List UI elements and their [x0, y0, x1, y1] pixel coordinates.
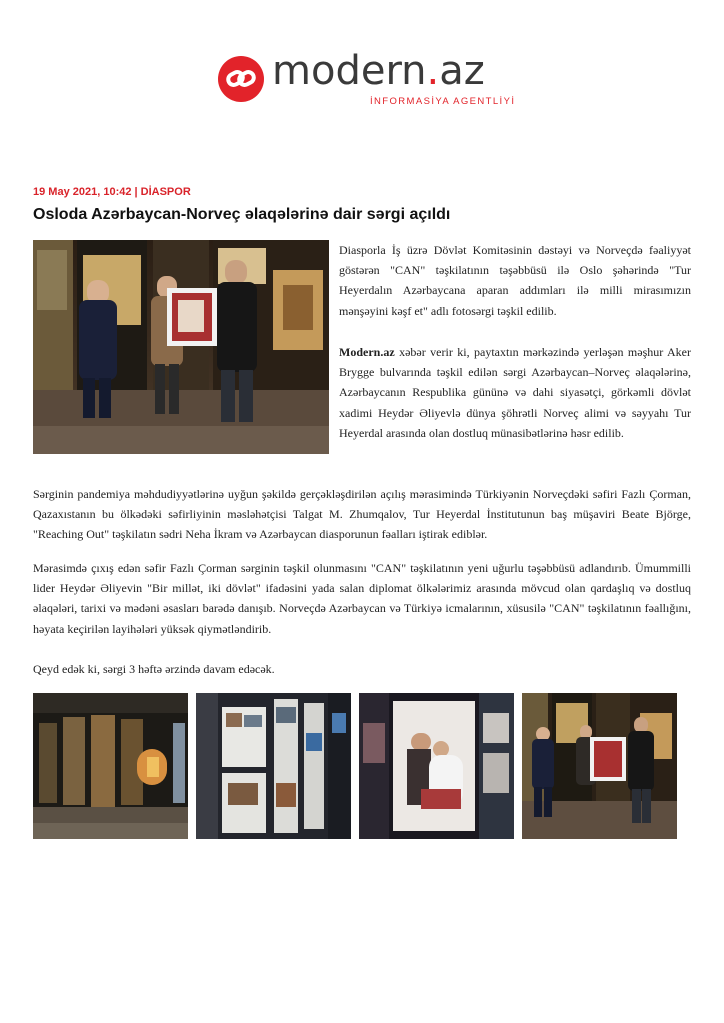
- source-name[interactable]: Modern.az: [339, 345, 395, 359]
- gallery-thumb-ceremony-guests[interactable]: [522, 693, 677, 839]
- source-paragraph-text: xəbər verir ki, paytaxtın mərkəzində yerləşən məşhur Aker Brygge bulvarında təşkil edilən sərgi Azərbaycan–Norveç əlaqələrinə, Azərbaycanın Respublika gününə və dahi siyasətçi, görkəmli dövlət xadimi Heydər Əliyevlə dünya şöhrətli Norveç alimi və səyyahı Tur Heyerdal arasında olan dostluq münasibətlərinə həsr edilib.: [339, 345, 691, 440]
- lead-paragraph: Diasporla İş üzrə Dövlət Komitəsinin dəstəyi və Norveçdə fəaliyyət göstərən "CAN" təşkilatının təşəbbüsü ilə Oslo şəhərində "Tur Heyerdalın Azərbaycana aparan addımları ilə milli mirasımızın mənşəyini kəşf et" adlı fotosərgi təşkil edilib.: [339, 243, 691, 318]
- body-paragraph-guests: Sərginin pandemiya məhdudiyyətlərinə uyğun şəkildə gerçəkləşdirilən açılış mərasimində Türkiyənin Norveçdəki səfiri Fazlı Çorman, Qazaxıstanın bu ölkədəki səfirliyinin məsləhətçisi Talgat M. Zhumqalov, Tur Heyerdal İnstitutunun baş müşaviri Beate Björge, "Reaching Out" təşkilatın sədri Neha İkram və Azərbaycan diasporunun fəalları iştirak ediblər.: [33, 487, 691, 542]
- body-paragraph-duration: Qeyd edək ki, sərgi 3 həftə ərzində davam edəcək.: [33, 662, 275, 676]
- logo-tagline: İNFORMASİYA AGENTLİYİ: [370, 96, 516, 107]
- source-paragraph: [339, 342, 691, 443]
- gallery-thumb-exhibition-panels[interactable]: [196, 693, 351, 839]
- logo-chain-icon: [218, 56, 264, 102]
- site-logo[interactable]: [218, 48, 518, 110]
- article-title: Osloda Azərbaycan-Norveç əlaqələrinə dair sərgi açıldı: [33, 206, 451, 223]
- gallery-thumb-exhibition-exterior[interactable]: [33, 693, 188, 839]
- body-paragraph-speech: Mərasimdə çıxış edən səfir Fazlı Çorman sərginin təşkil olunmasını "CAN" təşkilatının yeni uğurlu təşəbbüsü adlandırıb. Ümummilli lider Heydər Əliyevin "Bir millət, iki dövlət" ifadəsini yada salan diplomat ölkələrimiz arasında mövcud olan qardaşlıq və dostluq əlaqələri, tarixi və mədəni əsasları barədə danışıb. Norveçdə Azərbaycan və Türkiyə icmalarının, xüsusilə "CAN" təşkilatının fəallığını, həyata keçirilən layihələri yüksək qiymətləndirib.: [33, 561, 691, 636]
- logo-wordmark: modern.az: [272, 48, 485, 94]
- gallery-thumb-wedding-poster[interactable]: [359, 693, 514, 839]
- article-meta: 19 May 2021, 10:42 | DİASPOR: [33, 186, 191, 198]
- main-photo[interactable]: [33, 240, 329, 454]
